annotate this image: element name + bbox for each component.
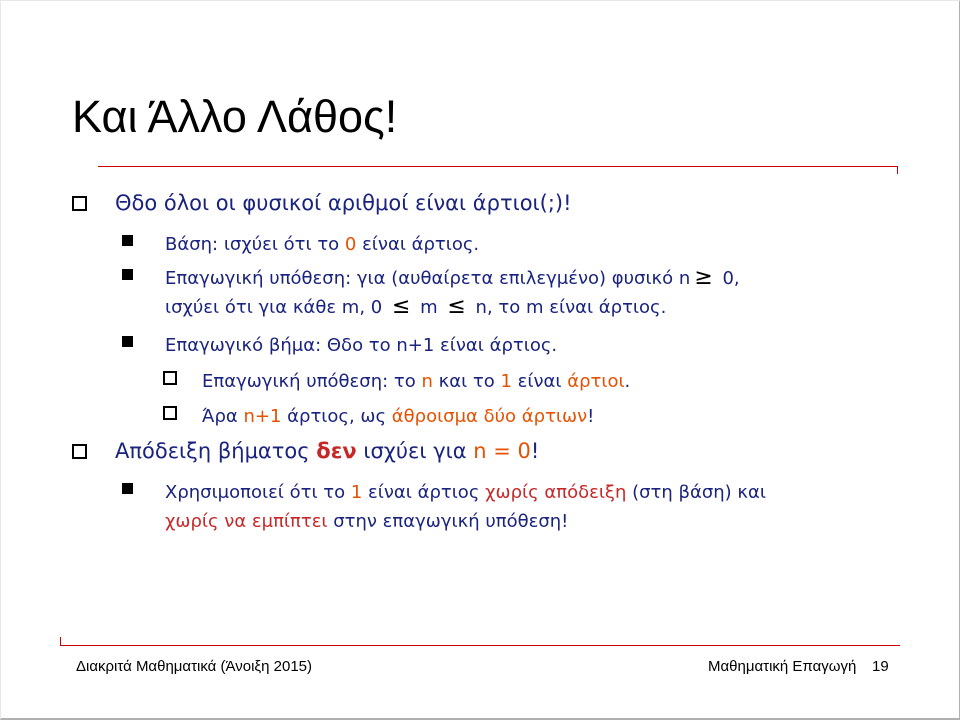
hollow-square-icon [72,444,87,459]
footer-rule [60,645,900,646]
filled-square-icon [122,336,133,347]
less-equal-symbol: ≤ [391,294,411,319]
bullet-claim-text: Θδο όλοι οι φυσικοί αριθμοί είναι άρτιοι(;)! [115,191,572,215]
footer-page-number: 19 [872,658,889,675]
footer-course: Διακριτά Μαθηματικά (Άνοιξη 2015) [76,658,313,675]
bullet-step-conclusion: Άρα n+1 άρτιος, ως άθροισμα δύο άρτιων! [163,402,594,431]
den-emphasis: δεν [316,439,357,463]
bullet-hypothesis [122,264,740,322]
bullet-step: Επαγωγικό βήμα: Θδο το n+1 είναι άρτιος. [122,331,557,360]
bullet-base [122,230,479,259]
hypothesis-line-1: Επαγωγική υπόθεση: για (αυθαίρετα επιλεγμένο) φυσικό n ≥ 0, [165,265,740,290]
title-rule-tick [897,166,898,174]
title-rule [98,166,898,167]
hypothesis-line-2: ισχύει ότι για κάθε m, 0 ≤ m ≤ n, το m είναι άρτιος. [165,294,667,319]
explanation-line-1: Χρησιμοποιεί ότι το 1 είναι άρτιος χωρίς απόδειξη (στη βάση) και [165,482,766,503]
base-post: είναι άρτιος. [356,234,480,255]
less-equal-symbol: ≤ [447,294,466,319]
hollow-square-icon [163,406,177,420]
hollow-square-icon [72,196,87,211]
bullet-step-hypothesis: Επαγωγική υπόθεση: το n και το 1 είναι άρτιοι. [163,367,630,396]
filled-square-icon [122,483,133,494]
hollow-square-icon [163,371,177,385]
base-zero: 0 [344,234,357,255]
bullet-claim [72,191,572,215]
bullet-explanation [122,478,766,536]
filled-square-icon [122,235,133,246]
greater-equal-symbol: ≥ [694,265,713,290]
base-text: Βάση: ισχύει ότι το [165,234,345,255]
bullet-proof-fails: Απόδειξη βήματος δεν ισχύει για n = 0! [72,439,539,463]
footer-rule-tick [60,637,61,645]
filled-square-icon [122,269,133,280]
explanation-line-2: χωρίς να εμπίπτει στην επαγωγική υπόθεση! [165,511,569,532]
footer-topic: Μαθηματική Επαγωγή [708,658,857,675]
slide-title: Και Άλλο Λάθος! [72,91,398,142]
